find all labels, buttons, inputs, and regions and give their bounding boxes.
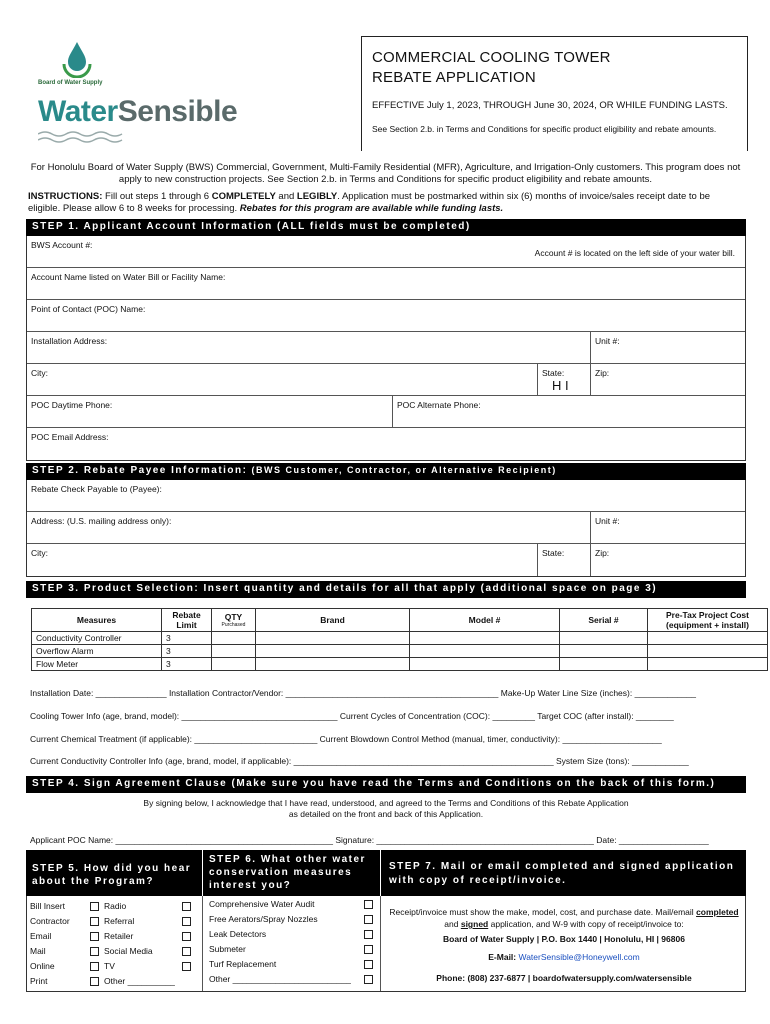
brand-cell[interactable] <box>256 645 410 658</box>
list-item-label: Online <box>30 961 55 971</box>
cost-cell[interactable] <box>648 658 768 671</box>
list-item[interactable] <box>30 899 70 914</box>
effective-dates: EFFECTIVE July 1, 2023, THROUGH June 30, 2024, OR WHILE FUNDING LASTS. <box>372 100 728 111</box>
brand-a: Water <box>38 95 118 128</box>
poc-row[interactable] <box>27 300 745 332</box>
list-item-label: Referral <box>104 916 135 926</box>
limit-cell: 3 <box>162 645 212 658</box>
step5-header: STEP 5. How did you hear about the Program? <box>26 850 202 896</box>
serial-cell[interactable] <box>560 658 648 671</box>
list-item-label: Contractor <box>30 916 70 926</box>
list-item[interactable] <box>209 972 373 987</box>
limit-cell: 3 <box>162 658 212 671</box>
step3-header: STEP 3. Product Selection: Insert quantity and details for all that apply (additional space on page 3) <box>26 581 746 598</box>
step2-title-a: STEP 2. Rebate Payee Information: <box>32 465 248 476</box>
payee-zip-label: Zip: <box>595 548 610 558</box>
brand-cell[interactable] <box>256 658 410 671</box>
list-item[interactable] <box>209 927 373 942</box>
list-item-label: Submeter <box>209 944 246 954</box>
install-address-label: Installation Address: <box>31 336 108 346</box>
list-item[interactable] <box>90 929 175 944</box>
city-label: City: <box>31 368 48 378</box>
checkbox[interactable] <box>182 947 191 956</box>
instr-emph: Rebates for this program are available while funding lasts. <box>239 203 504 214</box>
step1-header: STEP 1. Applicant Account Information (ALL fields must be completed) <box>26 219 746 236</box>
payee-address-label: Address: (U.S. mailing address only): <box>31 516 172 526</box>
measure-cell: Overflow Alarm <box>32 645 162 658</box>
checkbox[interactable] <box>364 975 373 984</box>
checkbox[interactable] <box>364 900 373 909</box>
wave-icon <box>38 130 128 151</box>
payee-label: Rebate Check Payable to (Payee): <box>31 484 162 494</box>
step2-section <box>26 480 746 577</box>
cost-cell[interactable] <box>648 645 768 658</box>
checkbox[interactable] <box>364 915 373 924</box>
list-item[interactable] <box>209 957 373 972</box>
step7-and: and <box>444 919 461 929</box>
email-link[interactable]: WaterSensible@Honeywell.com <box>518 952 640 962</box>
list-item-label: Leak Detectors <box>209 929 267 939</box>
th-qty <box>212 609 256 632</box>
list-item[interactable] <box>30 959 70 974</box>
checkbox[interactable] <box>90 902 99 911</box>
payee-city-row[interactable] <box>27 544 745 576</box>
payee-state-label: State: <box>542 548 565 558</box>
serial-cell[interactable] <box>560 632 648 645</box>
board-of-water-supply-logo-text: Board of Water Supply <box>38 80 103 86</box>
checkbox[interactable] <box>90 917 99 926</box>
model-cell[interactable] <box>410 645 560 658</box>
instr-and: and <box>275 191 297 202</box>
list-item[interactable] <box>90 944 175 959</box>
list-item[interactable] <box>209 897 373 912</box>
brand-cell[interactable] <box>256 632 410 645</box>
phone-contact: Phone: (808) 237-6877 | boardofwatersupply.com/watersensible <box>436 973 692 983</box>
instr-text-2: . Application must be postmarked within six (6) months of invoice/sales receipt date to be eligible. Please allow 6 to 8 weeks for processing. <box>28 191 711 214</box>
checkbox[interactable] <box>364 945 373 954</box>
phone-label: POC Daytime Phone: <box>31 400 113 410</box>
cost-cell[interactable] <box>648 632 768 645</box>
step7-text-2: application, and W-9 with copy of receipt/invoice to: <box>488 919 684 929</box>
list-item-label: Print <box>30 976 48 986</box>
account-row[interactable] <box>27 236 745 268</box>
signature-line[interactable]: Applicant POC Name: ______________________________________________ Signature: ______________________________________________ Date: ___________________ <box>30 835 709 845</box>
list-item-label: Other _________________________ <box>209 974 351 984</box>
table-row <box>32 645 768 658</box>
title-line-2: REBATE APPLICATION <box>372 69 536 86</box>
brand-b: Sensible <box>117 95 238 128</box>
list-item[interactable] <box>209 912 373 927</box>
table-row <box>32 632 768 645</box>
list-item[interactable] <box>30 944 70 959</box>
list-item-label: Comprehensive Water Audit <box>209 899 315 909</box>
list-item[interactable] <box>209 942 373 957</box>
instructions-lead: INSTRUCTIONS: <box>28 191 103 202</box>
cooling-tower-line[interactable]: Cooling Tower Info (age, brand, model): _________________________________ Current Cycles of Concentration (COC): _________ Target COC (after install): ________ <box>30 711 674 721</box>
th-purchased: Purchased <box>221 622 246 628</box>
poc-label: Point of Contact (POC) Name: <box>31 304 146 314</box>
state-value: H I <box>552 378 569 393</box>
mailing-address: Board of Water Supply | P.O. Box 1440 | Honolulu, HI | 96806 <box>443 934 685 944</box>
account-name-label: Account Name listed on Water Bill or Facility Name: <box>31 272 226 282</box>
unit-label: Unit #: <box>595 336 620 346</box>
title-line-1: COMMERCIAL COOLING TOWER <box>372 49 611 66</box>
install-address-row[interactable] <box>27 332 745 364</box>
intro-text: For Honolulu Board of Water Supply (BWS) Commercial, Government, Multi-Family Residential (MFR), Agriculture, and Irrigation-Only customers. This program does not apply to new construction projects. See Section 2.b. in Terms and Conditions for specific product eligibility and rebate amounts. <box>30 162 741 185</box>
alt-phone-label: POC Alternate Phone: <box>397 400 481 410</box>
payee-row[interactable] <box>27 480 745 512</box>
checkbox[interactable] <box>90 977 99 986</box>
checkbox[interactable] <box>90 947 99 956</box>
list-item[interactable] <box>30 974 70 989</box>
th-rebate-limit: Rebate Limit <box>162 609 212 632</box>
email-label-text: E-Mail: <box>488 952 519 962</box>
step6-list <box>209 897 373 987</box>
measure-cell: Flow Meter <box>32 658 162 671</box>
phone-row[interactable] <box>27 396 745 428</box>
instructions <box>28 191 743 215</box>
step7-completed: completed <box>696 907 739 917</box>
step5-col-b <box>90 899 175 989</box>
form-title <box>372 48 611 88</box>
qty-cell[interactable] <box>212 645 256 658</box>
step7-text-1: Receipt/invoice must show the make, model, cost, and purchase date. Mail/email <box>389 907 694 917</box>
qty-cell[interactable] <box>212 632 256 645</box>
table-row <box>32 658 768 671</box>
email-row[interactable] <box>27 428 745 460</box>
th-qty-label: QTY <box>224 612 243 622</box>
list-item-label: Retailer <box>104 931 134 941</box>
list-item-label: Mail <box>30 946 46 956</box>
step2-title-b: (BWS Customer, Contractor, or Alternative Recipient) <box>247 465 557 475</box>
payee-address-row[interactable] <box>27 512 745 544</box>
step1-section <box>26 236 746 461</box>
install-date-line[interactable]: Installation Date: _______________ Installation Contractor/Vendor: _____________________________________________ Make-Up Water Line Size (inches): _____________ <box>30 688 697 698</box>
list-item[interactable] <box>90 914 175 929</box>
measure-cell: Conductivity Controller <box>32 632 162 645</box>
checkbox[interactable] <box>182 962 191 971</box>
step6-header: STEP 6. What other water conservation measures interest you? <box>202 850 380 896</box>
instr-text-1: Fill out steps 1 through 6 <box>102 191 212 202</box>
limit-cell: 3 <box>162 632 212 645</box>
th-serial: Serial # <box>560 609 648 632</box>
checkbox[interactable] <box>364 930 373 939</box>
list-item-label: Email <box>30 931 52 941</box>
instr-legibly: LEGIBLY <box>296 191 338 202</box>
email-contact <box>384 951 744 963</box>
agreement-text <box>26 798 746 820</box>
step7-header: STEP 7. Mail or email completed and signed application with copy of receipt/invoice. <box>380 850 746 896</box>
checkbox[interactable] <box>182 917 191 926</box>
payee-city-label: City: <box>31 548 48 558</box>
instr-completely: COMPLETELY <box>211 191 276 202</box>
th-brand: Brand <box>256 609 410 632</box>
account-note: Account # is located on the left side of your water bill. <box>534 248 735 258</box>
list-item-label: Free Aerators/Spray Nozzles <box>209 914 318 924</box>
state-label: State: <box>542 368 565 378</box>
model-cell[interactable] <box>410 632 560 645</box>
list-item-label: Social Media <box>104 946 153 956</box>
account-name-row[interactable] <box>27 268 745 300</box>
checkbox[interactable] <box>90 932 99 941</box>
th-measures: Measures <box>32 609 162 632</box>
checkbox[interactable] <box>364 960 373 969</box>
qty-cell[interactable] <box>212 658 256 671</box>
list-item-label: TV <box>104 961 115 971</box>
agreement-line-2: as detailed on the front and back of this Application. <box>288 809 484 819</box>
payee-unit-label: Unit #: <box>595 516 620 526</box>
step5-col-a <box>30 899 70 989</box>
list-item[interactable] <box>30 929 70 944</box>
see-section-note: See Section 2.b. in Terms and Conditions for specific product eligibility and rebate amounts. <box>372 124 717 134</box>
zip-label: Zip: <box>595 368 610 378</box>
step7-body <box>384 906 744 984</box>
step7-signed: signed <box>460 919 489 929</box>
account-label: BWS Account #: <box>31 240 93 250</box>
serial-cell[interactable] <box>560 645 648 658</box>
list-item-label: Other __________ <box>104 976 175 986</box>
water-drop-logo-icon <box>60 40 94 78</box>
email-label: POC Email Address: <box>31 432 109 442</box>
th-model: Model # <box>410 609 560 632</box>
list-item[interactable] <box>90 899 175 914</box>
list-item-label: Turf Replacement <box>209 959 277 969</box>
checkbox[interactable] <box>90 962 99 971</box>
checkbox[interactable] <box>182 902 191 911</box>
controller-line[interactable]: Current Conductivity Controller Info (age, brand, model, if applicable): _______________________________________________________ System Size (tons): ____________ <box>30 756 689 766</box>
list-item[interactable] <box>90 959 175 974</box>
list-item[interactable] <box>90 974 175 989</box>
th-cost: Pre-Tax Project Cost (equipment + install) <box>648 609 768 632</box>
step4-header: STEP 4. Sign Agreement Clause (Make sure you have read the Terms and Conditions on the back of this form.) <box>26 776 746 793</box>
list-item[interactable] <box>30 914 70 929</box>
list-item-label: Bill Insert <box>30 901 65 911</box>
model-cell[interactable] <box>410 658 560 671</box>
watersensible-logo <box>38 95 237 129</box>
step2-header <box>26 463 746 480</box>
city-row[interactable] <box>27 364 745 396</box>
chemical-line[interactable]: Current Chemical Treatment (if applicable): __________________________ Current Blowdown Control Method (manual, timer, conductivity): _____________________ <box>30 734 662 744</box>
list-item-label: Radio <box>104 901 127 911</box>
checkbox[interactable] <box>182 932 191 941</box>
product-table <box>31 608 768 671</box>
step7-text <box>384 906 744 930</box>
agreement-line-1: By signing below, I acknowledge that I have read, understood, and agreed to the Terms and Conditions of this Rebate Application <box>143 798 629 808</box>
